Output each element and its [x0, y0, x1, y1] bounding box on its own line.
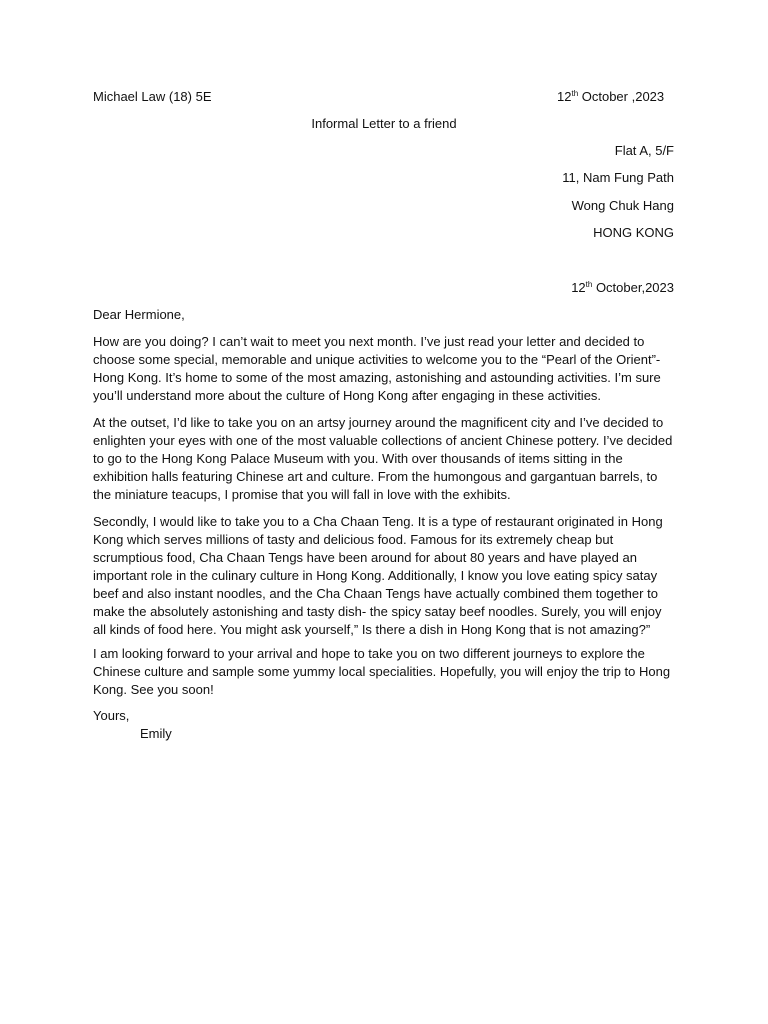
address-line-3: Wong Chuk Hang [571, 198, 674, 213]
header-date [557, 88, 664, 106]
paragraph-2: At the outset, I’d like to take you on an artsy journey around the magnificent city and I’ve decided to enlighten your eyes with one of the most valuable collections of ancient Chinese pottery. I’ve decided to go to the Hong Kong Palace Museum with you. With over thousands of items sitting in the exhibition halls featuring Chinese art and culture. From the humongous and gargantuan barrels, to the miniature teacups, I promise that you will fall in love with the exhibits. [93, 415, 673, 502]
student-info: Michael Law (18) 5E [93, 89, 212, 104]
letter-title: Informal Letter to a friend [311, 116, 457, 131]
signature: Emily [140, 726, 172, 741]
paragraph-3: Secondly, I would like to take you to a Cha Chaan Teng. It is a type of restaurant originated in Hong Kong which serves millions of tasty and delicious food. Famous for its extremely cheap but scrumptious food, Cha Chaan Tengs have been around for about 80 years and have played an important role in the culinary culture in Hong Kong. Additionally, I know you love eating spicy satay beef and also instant noodles, and the Cha Chaan Tengs have actually combined them together to make the absolutely astonishing and tasty dish- the spicy satay beef noodles. Surely, you will enjoy all kinds of food here. You might ask yourself,” Is there a dish in Hong Kong that is not amazing?” [93, 514, 663, 637]
header-date-day: 12 [557, 89, 572, 104]
header-date-rest: October ,2023 [578, 89, 665, 104]
paragraph-1: How are you doing? I can’t wait to meet you next month. I’ve just read your letter and decided to choose some special, memorable and unique activities to welcome you to the “Pearl of the Orient”-Hong Kong. It’s home to some of the most amazing, astonishing and astounding activities. I’m sure you’ll understand more about the culture of Hong Kong after engaging in these activities. [93, 334, 661, 403]
paragraph-4: I am looking forward to your arrival and hope to take you on two different journeys to explore the Chinese culture and sample some yummy local specialities. Hopefully, you will enjoy the trip to Hong Kong. See you soon! [93, 646, 671, 697]
letter-date [571, 279, 674, 297]
address-line-4: HONG KONG [593, 225, 674, 240]
salutation: Dear Hermione, [93, 307, 185, 322]
address-line-2: 11, Nam Fung Path [562, 170, 674, 185]
letter-date-day: 12 [571, 280, 586, 295]
letter-date-suffix: th [585, 280, 593, 289]
closing: Yours, [93, 708, 130, 723]
address-line-1: Flat A, 5/F [614, 143, 674, 158]
letter-date-rest: October,2023 [592, 280, 674, 295]
header-date-suffix: th [571, 89, 579, 98]
